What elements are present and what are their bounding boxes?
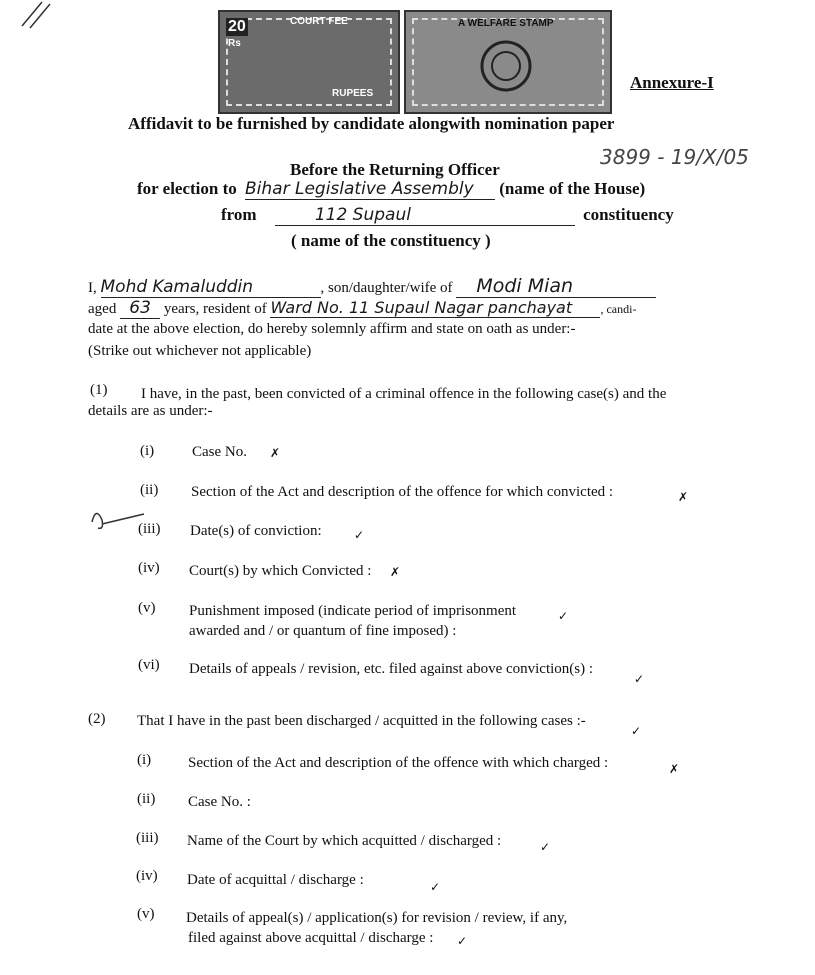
- s1-item-5-text-2: awarded and / or quantum of fine imposed) :: [189, 623, 457, 639]
- constituency-note: ( name of the constituency ): [291, 231, 491, 250]
- s2-item-4-num: (iv): [136, 868, 158, 884]
- s1-item-5-text: Punishment imposed (indicate period of imprisonment: [189, 603, 517, 619]
- father-name-field: Modi Mian: [456, 275, 656, 298]
- section-1-text: I have, in the past, been convicted of a criminal offence in the following case(s) and the: [141, 386, 667, 402]
- s1-item-6-num: (vi): [138, 657, 160, 673]
- s2-item-1-num: (i): [137, 752, 152, 768]
- house-suffix: (name of the House): [499, 179, 646, 198]
- s1-item-6-mark: ✓: [634, 672, 645, 686]
- s1-item-3-text: Date(s) of conviction:: [190, 523, 322, 539]
- seal-icon: [478, 38, 534, 94]
- s1-item-5-num: (v): [138, 600, 156, 616]
- s1-item-3-num: (iii): [138, 521, 161, 537]
- section-2-number: (2): [88, 711, 106, 727]
- election-line: [137, 179, 645, 200]
- strike-note: (Strike out whichever not applicable): [88, 343, 312, 359]
- handwritten-ref: 3899 - 19/X/05: [600, 145, 749, 169]
- annexure-label: Annexure-I: [630, 73, 714, 92]
- stamp-denomination: 20: [228, 18, 246, 35]
- stamp-court-text: COURT FEE: [290, 16, 348, 27]
- stamp-rupees-text: RUPEES: [332, 88, 374, 99]
- pen-mark-icon: [18, 0, 58, 30]
- s2-item-2-text: Case No. :: [188, 794, 251, 810]
- s1-item-2-mark: ✗: [678, 490, 689, 504]
- s1-item-4-num: (iv): [138, 560, 160, 576]
- s2-item-5-mark: ✓: [457, 934, 468, 948]
- stamp-welfare-text: A WELFARE STAMP: [458, 18, 554, 29]
- margin-scribble-icon: [88, 502, 146, 534]
- s1-item-2-num: (ii): [140, 482, 159, 498]
- s2-item-3-text: Name of the Court by which acquitted / discharged :: [187, 833, 502, 849]
- constituency-field: 112 Supaul: [275, 205, 575, 226]
- section-1-number: (1): [90, 382, 108, 398]
- relation-text: , son/daughter/wife of: [320, 280, 453, 296]
- section-2-mark: ✓: [631, 724, 642, 738]
- s1-item-2-text: Section of the Act and description of the offence for which convicted :: [191, 484, 614, 500]
- deponent-line-2: [88, 298, 636, 319]
- returning-officer-line: Before the Returning Officer: [290, 160, 500, 179]
- from-line: [221, 205, 674, 226]
- s1-item-6-text: Details of appeals / revision, etc. filed against above conviction(s) :: [189, 661, 594, 677]
- court-fee-stamp: [218, 10, 400, 114]
- aged-suffix: years, resident of: [163, 301, 267, 317]
- deponent-line-1: [88, 275, 656, 298]
- section-2-text: That I have in the past been discharged / acquitted in the following cases :-: [137, 713, 586, 729]
- s2-item-1-text: Section of the Act and description of the offence with which charged :: [188, 755, 609, 771]
- s2-item-1-mark: ✗: [669, 762, 680, 776]
- affidavit-title: Affidavit to be furnished by candidate alongwith nomination paper: [128, 114, 615, 133]
- from-prefix: from: [221, 205, 257, 224]
- deponent-prefix: I,: [88, 280, 97, 296]
- s2-item-5-text-2: filed against above acquittal / discharge :: [188, 930, 434, 946]
- s2-item-2-num: (ii): [137, 791, 156, 807]
- section-1-text-2: details are as under:-: [88, 403, 213, 419]
- s1-item-3-mark: ✓: [354, 528, 365, 542]
- deponent-line-3: date at the above election, do hereby solemnly affirm and state on oath as under:-: [88, 321, 576, 337]
- constituency-suffix: constituency: [583, 205, 674, 224]
- stamp-currency: Rs: [228, 38, 241, 49]
- s1-item-1-mark: ✗: [270, 446, 281, 460]
- s2-item-5-text: Details of appeal(s) / application(s) for revision / review, if any,: [186, 910, 568, 926]
- welfare-stamp: [404, 10, 612, 114]
- s1-item-1-text: Case No.: [192, 444, 247, 460]
- s2-item-4-text: Date of acquittal / discharge :: [187, 872, 364, 888]
- s1-item-4-mark: ✗: [390, 565, 401, 579]
- house-name-field: Bihar Legislative Assembly: [245, 179, 495, 200]
- s2-item-4-mark: ✓: [430, 880, 441, 894]
- s1-item-1-num: (i): [140, 443, 155, 459]
- s2-item-3-mark: ✓: [540, 840, 551, 854]
- address-field: Ward No. 11 Supaul Nagar panchayat: [270, 298, 600, 318]
- s1-item-4-text: Court(s) by which Convicted :: [189, 563, 372, 579]
- age-field: 63: [120, 298, 160, 319]
- deponent-name-field: Mohd Kamaluddin: [101, 277, 321, 298]
- s1-item-5-mark: ✓: [558, 609, 569, 623]
- election-prefix: for election to: [137, 179, 237, 198]
- s2-item-3-num: (iii): [136, 830, 159, 846]
- candi-text: , candi-: [600, 302, 637, 316]
- s2-item-5-num: (v): [137, 906, 155, 922]
- aged-prefix: aged: [88, 301, 117, 317]
